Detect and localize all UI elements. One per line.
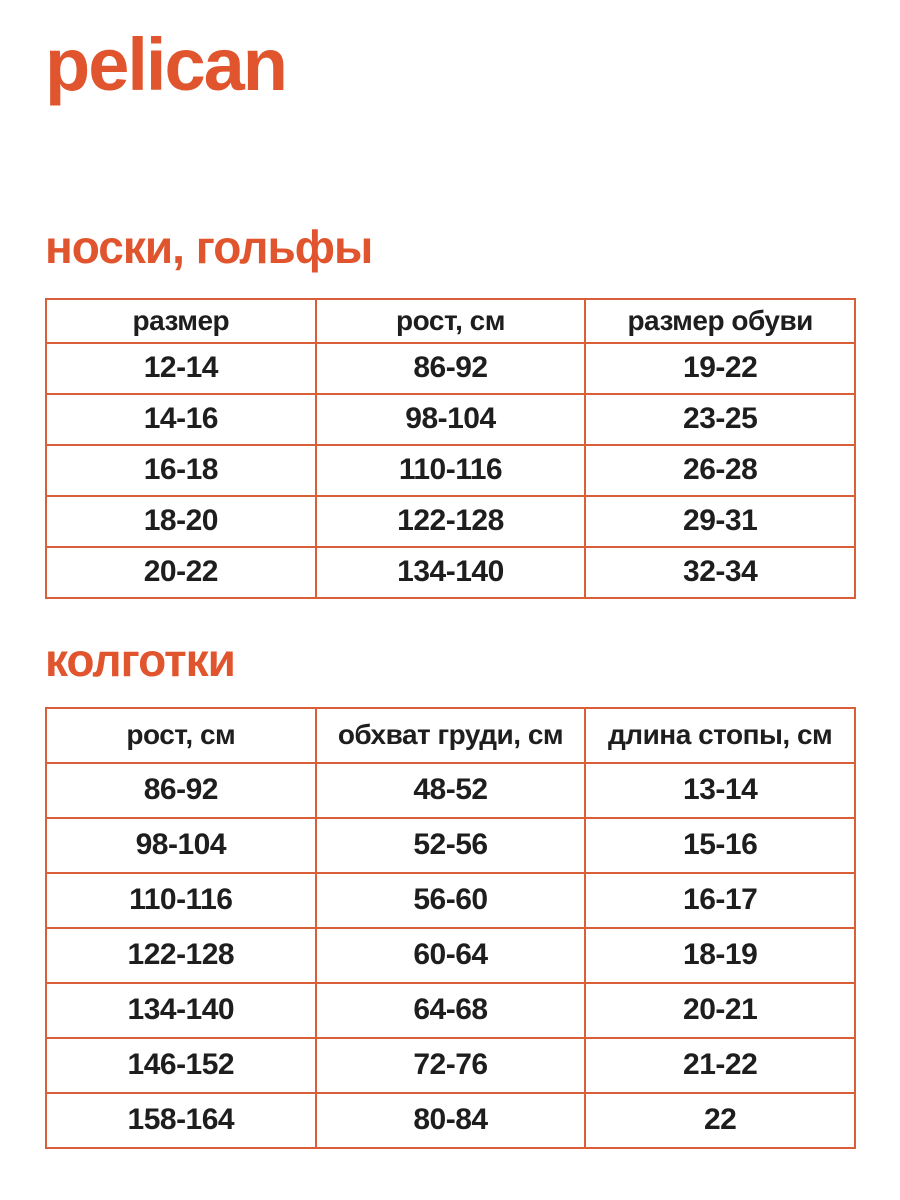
table-cell: 16-17 xyxy=(585,873,855,928)
table-cell: 98-104 xyxy=(46,818,316,873)
table-cell: 12-14 xyxy=(46,343,316,394)
table-row xyxy=(46,343,855,394)
table-cell: 146-152 xyxy=(46,1038,316,1093)
tights-size-table xyxy=(45,707,856,1149)
table-cell: 16-18 xyxy=(46,445,316,496)
table-cell: 20-21 xyxy=(585,983,855,1038)
table-cell: 60-64 xyxy=(316,928,586,983)
table-cell: 64-68 xyxy=(316,983,586,1038)
table-cell: 32-34 xyxy=(585,547,855,598)
table-cell: 134-140 xyxy=(316,547,586,598)
table-cell: 23-25 xyxy=(585,394,855,445)
header-row xyxy=(46,299,855,343)
table-cell: 110-116 xyxy=(316,445,586,496)
table-row xyxy=(46,445,855,496)
column-header: обхват груди, см xyxy=(316,708,586,763)
table-cell: 15-16 xyxy=(585,818,855,873)
table-cell: 14-16 xyxy=(46,394,316,445)
table-cell: 52-56 xyxy=(316,818,586,873)
table-cell: 48-52 xyxy=(316,763,586,818)
table-row xyxy=(46,928,855,983)
table-cell: 21-22 xyxy=(585,1038,855,1093)
table-row xyxy=(46,873,855,928)
table-cell: 56-60 xyxy=(316,873,586,928)
table-cell: 19-22 xyxy=(585,343,855,394)
table-cell: 29-31 xyxy=(585,496,855,547)
column-header: длина стопы, см xyxy=(585,708,855,763)
pelican-logo: pelican xyxy=(45,23,286,106)
table-cell: 158-164 xyxy=(46,1093,316,1148)
table-cell: 20-22 xyxy=(46,547,316,598)
table-row xyxy=(46,496,855,547)
socks-size-table xyxy=(45,298,856,599)
table-cell: 98-104 xyxy=(316,394,586,445)
table-cell: 22 xyxy=(585,1093,855,1148)
table-cell: 18-20 xyxy=(46,496,316,547)
table-row xyxy=(46,818,855,873)
table-row xyxy=(46,1038,855,1093)
table-cell: 80-84 xyxy=(316,1093,586,1148)
column-header: размер обуви xyxy=(585,299,855,343)
table-cell: 86-92 xyxy=(316,343,586,394)
section-title-tights: колготки xyxy=(45,633,235,686)
column-header: рост, см xyxy=(316,299,586,343)
table-row xyxy=(46,547,855,598)
table-cell: 72-76 xyxy=(316,1038,586,1093)
table-cell: 13-14 xyxy=(585,763,855,818)
table-row xyxy=(46,394,855,445)
header-row xyxy=(46,708,855,763)
column-header: рост, см xyxy=(46,708,316,763)
table-row xyxy=(46,1093,855,1148)
table-cell: 122-128 xyxy=(46,928,316,983)
table-cell: 86-92 xyxy=(46,763,316,818)
table-row xyxy=(46,763,855,818)
table-cell: 110-116 xyxy=(46,873,316,928)
section-title-socks: носки, гольфы xyxy=(45,220,373,273)
table-cell: 134-140 xyxy=(46,983,316,1038)
column-header: размер xyxy=(46,299,316,343)
table-row xyxy=(46,983,855,1038)
table-cell: 26-28 xyxy=(585,445,855,496)
table-cell: 122-128 xyxy=(316,496,586,547)
size-chart-page xyxy=(0,23,900,1200)
table-cell: 18-19 xyxy=(585,928,855,983)
